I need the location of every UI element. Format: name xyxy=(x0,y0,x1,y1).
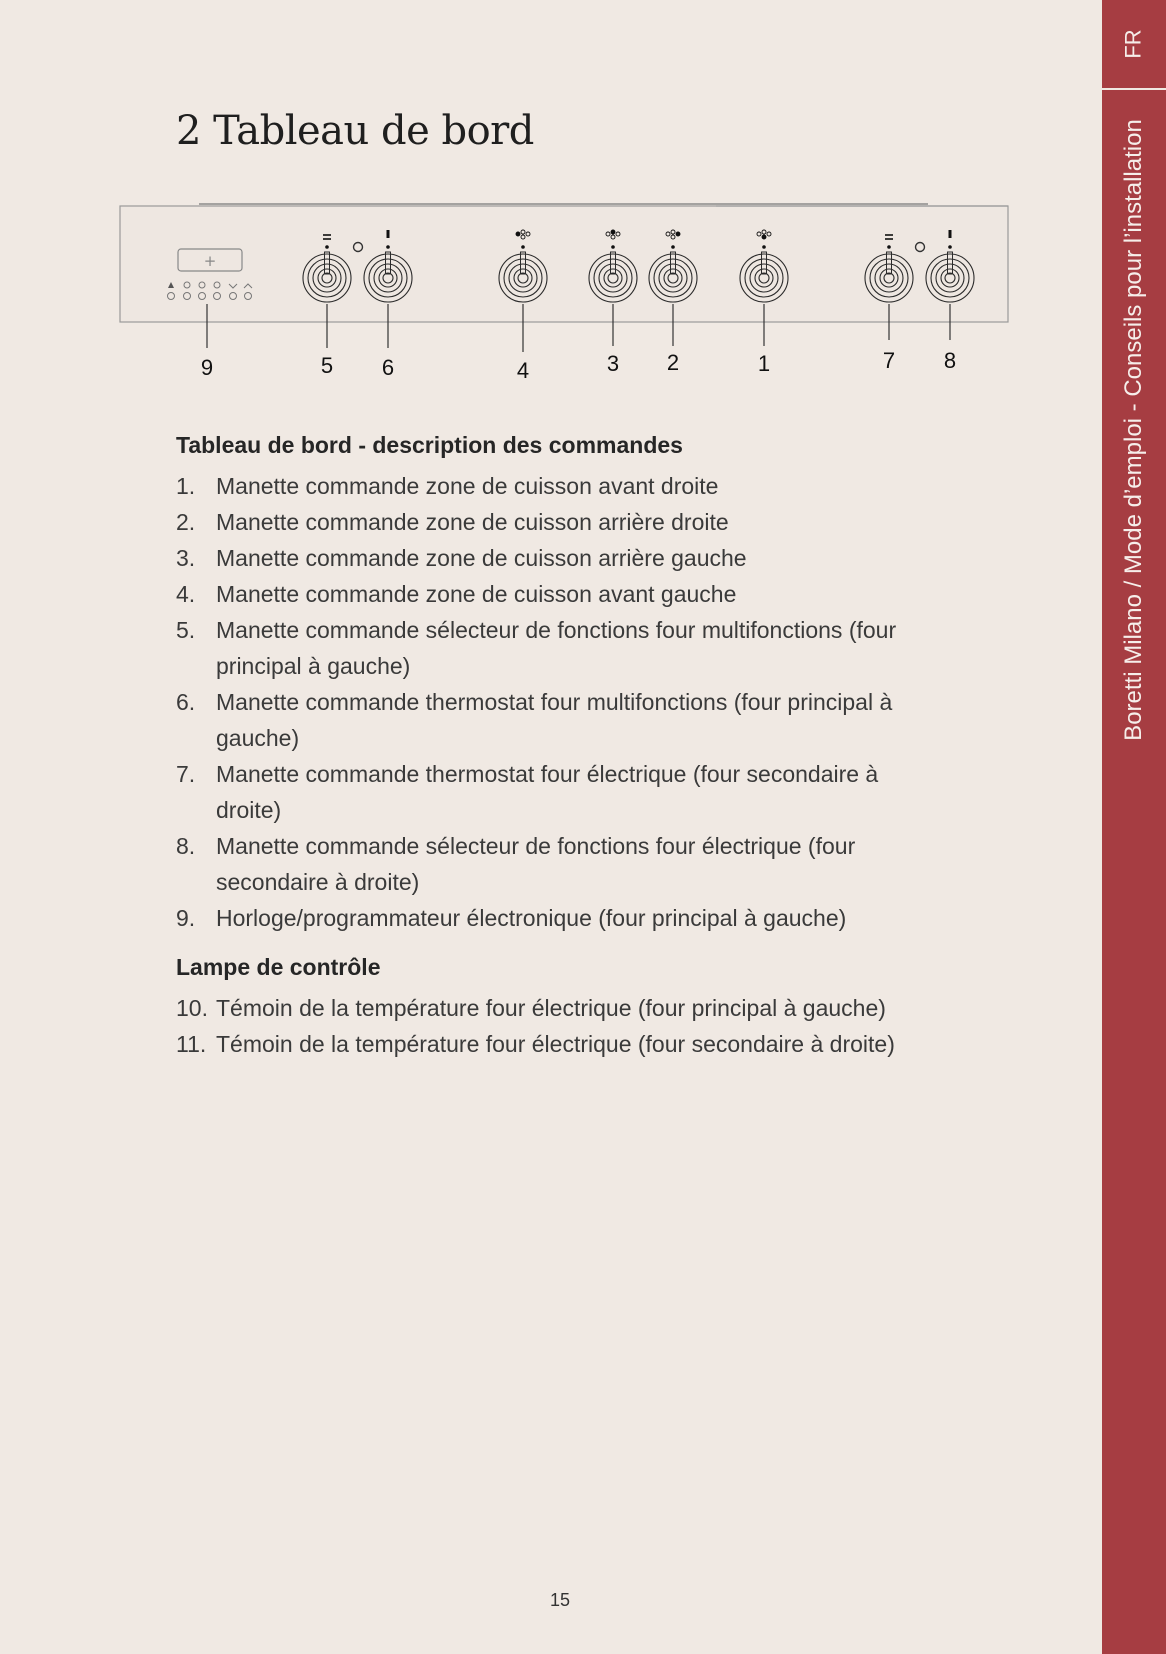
list-item-number: 7. xyxy=(176,761,196,787)
callout-label: 1 xyxy=(757,351,771,376)
list-item xyxy=(176,900,936,936)
list-item-text: Manette commande sélecteur de fonctions four multifonctions (four principal à gauche) xyxy=(216,617,897,679)
list-item xyxy=(176,756,936,828)
lamp-list xyxy=(176,990,936,1062)
list-item-number: 5. xyxy=(176,617,196,643)
list-item-text: Manette commande thermostat four électrique (four secondaire à droite) xyxy=(216,761,879,823)
callout-label: 4 xyxy=(516,358,530,383)
list-item-text: Manette commande zone de cuisson avant droite xyxy=(216,473,719,499)
list-item-text: Manette commande zone de cuisson arrière droite xyxy=(216,509,729,535)
page-title: 2 Tableau de bord xyxy=(176,108,534,154)
controls-list xyxy=(176,468,936,936)
sidebar-title: Boretti Milano / Mode d’emploi - Conseils pour l’installation xyxy=(1120,119,1147,741)
callout-label: 5 xyxy=(320,353,334,378)
list-item-number: 1. xyxy=(176,473,196,499)
page-number: 15 xyxy=(549,1590,571,1610)
language-label: FR xyxy=(1120,29,1146,59)
list-item-number: 9. xyxy=(176,905,196,931)
list-item-number: 10. xyxy=(176,995,208,1021)
list-item-number: 2. xyxy=(176,509,196,535)
content xyxy=(176,428,936,1062)
sidebar-title-box xyxy=(1102,100,1166,760)
callout-label: 2 xyxy=(666,350,680,375)
list-item xyxy=(176,504,936,540)
list-item xyxy=(176,1026,936,1062)
list-item-text: Manette commande zone de cuisson arrière gauche xyxy=(216,545,747,571)
knob-symbol-icon xyxy=(949,230,952,238)
list-item-text: Manette commande sélecteur de fonctions four électrique (four secondaire à droite) xyxy=(216,833,856,895)
list-item xyxy=(176,576,936,612)
list-item-text: Manette commande zone de cuisson avant gauche xyxy=(216,581,737,607)
callout-label: 6 xyxy=(381,355,395,380)
lamp-heading: Lampe de contrôle xyxy=(176,954,381,980)
svg-text:+: + xyxy=(203,252,217,270)
list-item-number: 8. xyxy=(176,833,196,859)
list-item xyxy=(176,684,936,756)
list-item-text: Témoin de la température four électrique (four principal à gauche) xyxy=(216,995,886,1021)
language-tab xyxy=(1102,0,1166,90)
list-item-number: 6. xyxy=(176,689,196,715)
list-item xyxy=(176,828,936,900)
control-panel-diagram xyxy=(116,200,1011,390)
list-item xyxy=(176,990,936,1026)
list-item-text: Manette commande thermostat four multifonctions (four principal à gauche) xyxy=(216,689,893,751)
callout-label: 3 xyxy=(606,351,620,376)
callout-label: 8 xyxy=(943,348,957,373)
panel-outline xyxy=(120,206,1008,322)
controls-heading: Tableau de bord - description des commandes xyxy=(176,432,683,458)
sidebar xyxy=(1102,0,1166,1654)
list-item-text: Témoin de la température four électrique (four secondaire à droite) xyxy=(216,1031,895,1057)
knob-symbol-icon xyxy=(387,230,390,238)
list-item xyxy=(176,468,936,504)
list-item-number: 3. xyxy=(176,545,196,571)
list-item-number: 4. xyxy=(176,581,196,607)
list-item-number: 11. xyxy=(176,1031,207,1057)
list-item xyxy=(176,540,936,576)
list-item-text: Horloge/programmateur électronique (four principal à gauche) xyxy=(216,905,847,931)
list-item xyxy=(176,612,936,684)
callout-label: 9 xyxy=(200,355,214,380)
callout-label: 7 xyxy=(882,348,896,373)
